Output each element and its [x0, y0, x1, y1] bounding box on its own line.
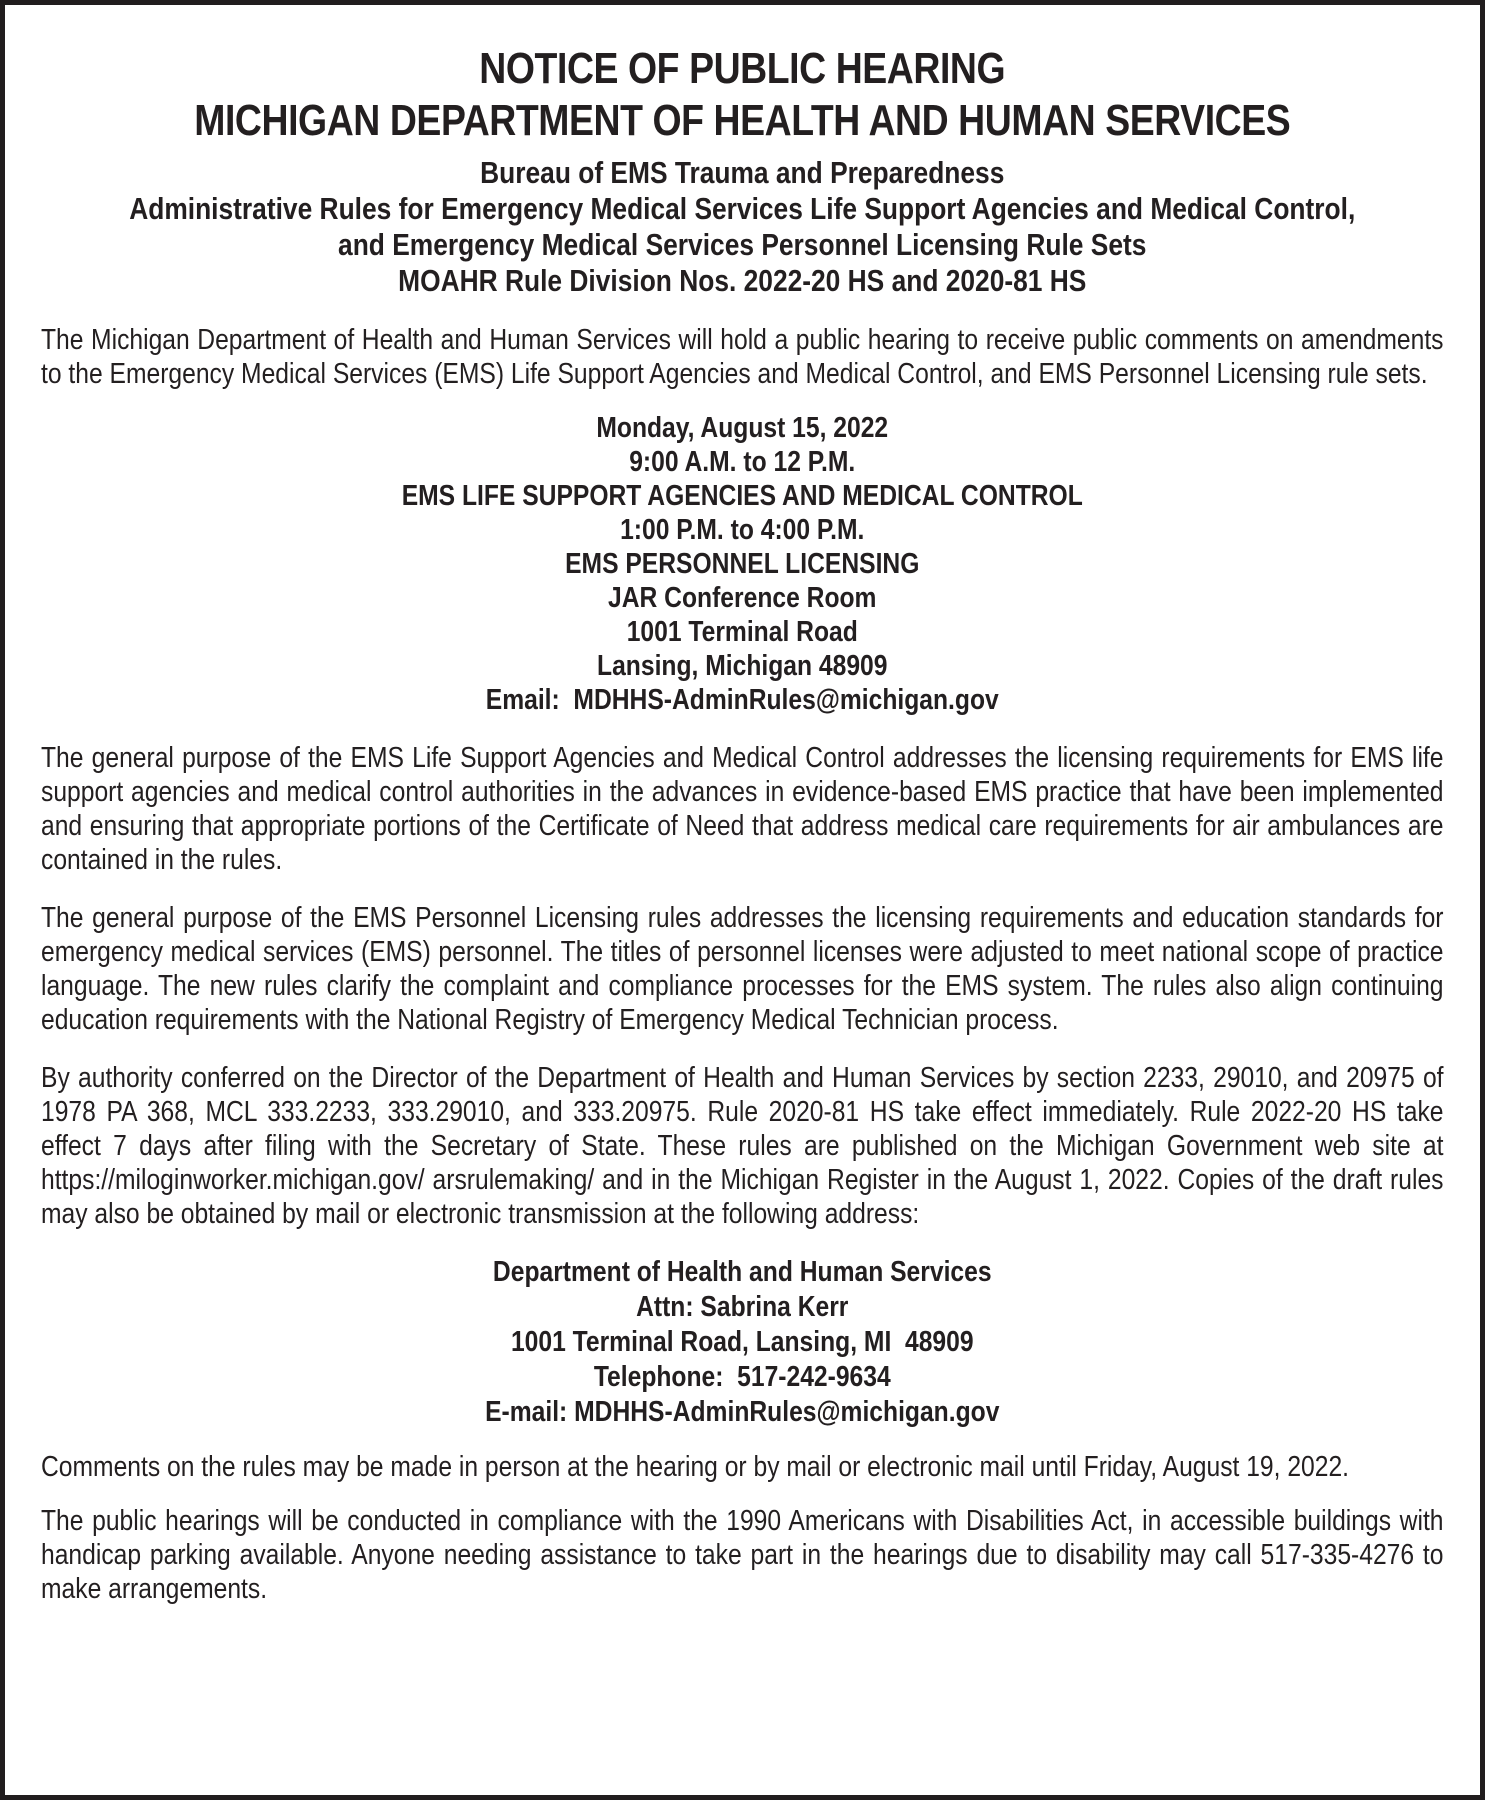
- hearing-room: JAR Conference Room: [608, 582, 877, 614]
- hearing-session-2: EMS PERSONNEL LICENSING: [565, 548, 920, 580]
- hearing-session-1: EMS LIFE SUPPORT AGENCIES AND MEDICAL CONTROL: [401, 480, 1083, 512]
- hearing-time-afternoon: 1:00 P.M. to 4:00 P.M.: [620, 514, 865, 546]
- hearing-date: Monday, August 15, 2022: [596, 412, 889, 444]
- purpose-paragraph-life-support: The general purpose of the EMS Life Support Agencies and Medical Control addresses the licensing requirements for EMS life support agencies and medical control authorities in the advances in evidence-based EMS practice that have been implemented and ensuring that appropriate portions of the Certificate of Need that address medical care requirements for air ambulances are contained in the rules.: [41, 742, 1444, 876]
- contact-attn: Attn: Sabrina Kerr: [636, 1291, 849, 1323]
- authority-paragraph: By authority conferred on the Director of the Department of Health and Human Services by section 2233, 29010, and 20975 of 1978 PA 368, MCL 333.2233, 333.29010, and 333.20975. Rule 2020-81 HS take effect immediately. Rule 2022-20 HS take effect 7 days after filing with the Secretary of State. These rules are published on the Michigan Government web site at https://miloginworker.michigan.gov/ arsrulemaking/ and in the Michigan Register in the August 1, 2022. Copies of the draft rules may also be obtained by mail or electronic transmission at the following address:: [41, 1062, 1444, 1230]
- hearing-city-state-zip: Lansing, Michigan 48909: [597, 650, 888, 682]
- contact-address: 1001 Terminal Road, Lansing, MI 48909: [510, 1326, 974, 1358]
- hearing-street-address: 1001 Terminal Road: [626, 616, 858, 648]
- contact-department: Department of Health and Human Services: [492, 1256, 992, 1288]
- subtitle-moahr-rule-numbers: MOAHR Rule Division Nos. 2022-20 HS and 2020-81 HS: [398, 263, 1087, 298]
- intro-paragraph: The Michigan Department of Health and Human Services will hold a public hearing to receive public comments on amendments to the Emergency Medical Services (EMS) Life Support Agencies and Medical Control, and EMS Personnel Licensing rule sets.: [41, 324, 1444, 390]
- purpose-paragraph-personnel-licensing: The general purpose of the EMS Personnel Licensing rules addresses the licensing requirements and education standards for emergency medical services (EMS) personnel. The titles of personnel licenses were adjusted to meet national scope of practice language. The new rules clarify the complaint and compliance processes for the EMS system. The rules also align continuing education requirements with the National Registry of Emergency Medical Technician process.: [41, 902, 1444, 1036]
- comments-deadline-paragraph: Comments on the rules may be made in person at the hearing or by mail or electronic mail until Friday, August 19, 2022.: [41, 1451, 1350, 1483]
- contact-email: E-mail: MDHHS-AdminRules@michigan.gov: [485, 1396, 1000, 1428]
- title-line-1: NOTICE OF PUBLIC HEARING: [479, 44, 1006, 93]
- title-line-2: MICHIGAN DEPARTMENT OF HEALTH AND HUMAN SERVICES: [194, 96, 1291, 145]
- contact-telephone: Telephone: 517-242-9634: [593, 1361, 891, 1393]
- closing-section: [41, 1450, 1444, 1606]
- notice-title: [41, 43, 1444, 147]
- notice-content: [41, 43, 1444, 1606]
- subtitle-rules-1: Administrative Rules for Emergency Medical Services Life Support Agencies and Medical Control,: [129, 191, 1356, 226]
- notice-subtitle: [41, 155, 1444, 299]
- subtitle-rules-2: and Emergency Medical Services Personnel Licensing Rule Sets: [338, 227, 1147, 262]
- hearing-email: Email: MDHHS-AdminRules@michigan.gov: [485, 684, 999, 716]
- hearing-time-morning: 9:00 A.M. to 12 P.M.: [629, 446, 856, 478]
- contact-address-block: [41, 1255, 1444, 1430]
- ada-compliance-paragraph: The public hearings will be conducted in compliance with the 1990 Americans with Disabilities Act, in accessible buildings with handicap parking available. Anyone needing assistance to take part in the hearings due to disability may call 517-335-4276 to make arrangements.: [41, 1505, 1444, 1605]
- hearing-details-block: [41, 411, 1444, 717]
- subtitle-bureau: Bureau of EMS Trauma and Preparedness: [480, 155, 1005, 190]
